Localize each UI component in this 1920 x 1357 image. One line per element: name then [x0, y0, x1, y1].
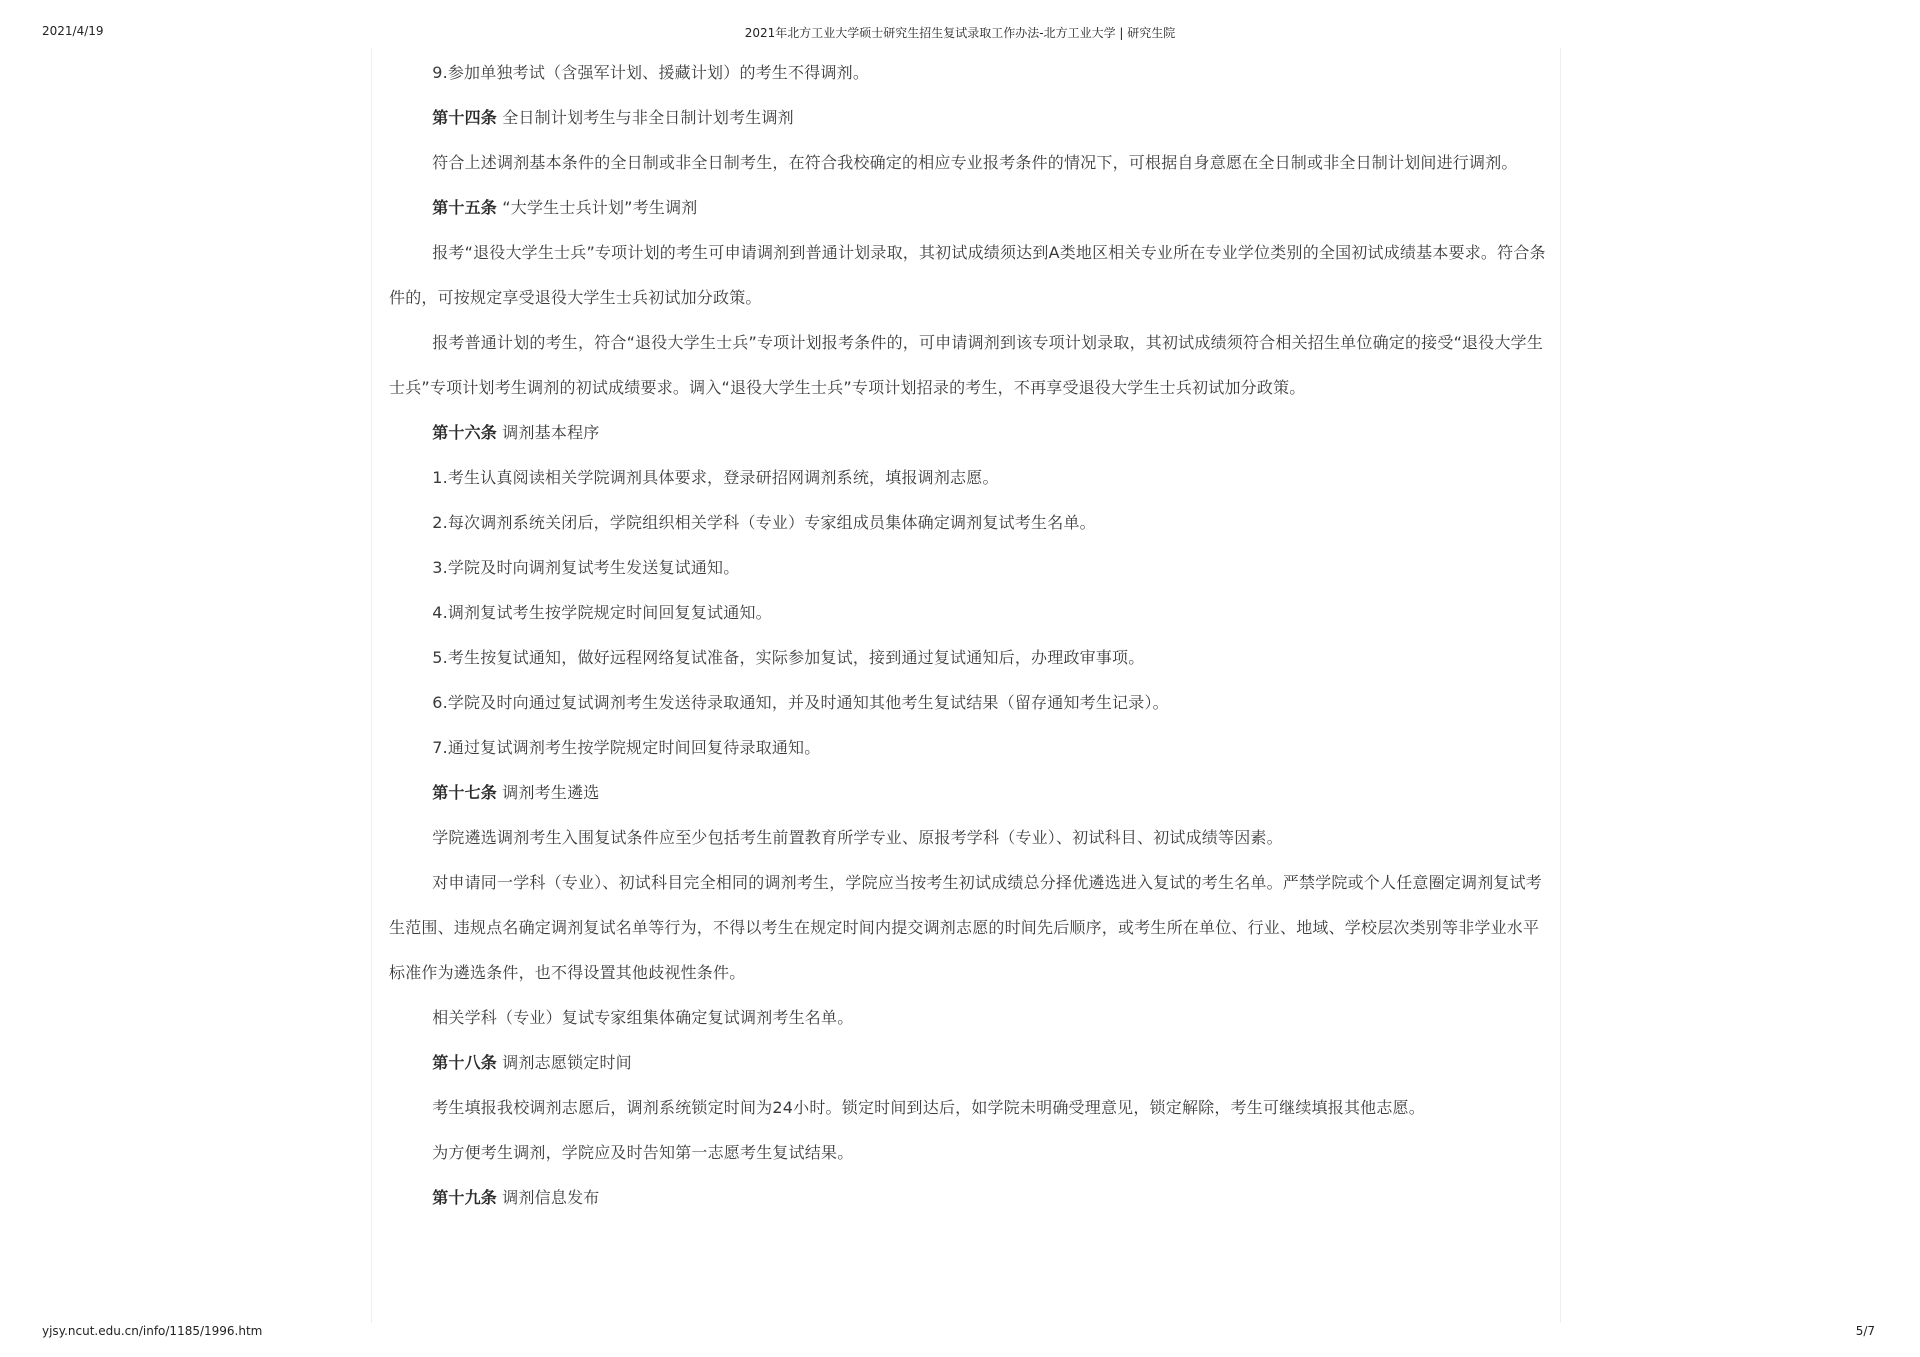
article-title: “大学生士兵计划”考生调剂 [497, 198, 698, 217]
list-item: 6.学院及时向通过复试调剂考生发送待录取通知，并及时通知其他考生复试结果（留存通知考生记录）。 [432, 693, 1169, 712]
list-item: 5.考生按复试通知，做好远程网络复试准备，实际参加复试，接到通过复试通知后，办理政审事项。 [432, 648, 1145, 667]
article-number: 第十九条 [432, 1188, 497, 1207]
paragraph: 考生填报我校调剂志愿后，调剂系统锁定时间为24小时。锁定时间到达后，如学院未明确受理意见，锁定解除，考生可继续填报其他志愿。 [432, 1098, 1425, 1117]
list-item: 2.每次调剂系统关闭后，学院组织相关学科（专业）专家组成员集体确定调剂复试考生名单。 [432, 513, 1096, 532]
print-footer-url: yjsy.ncut.edu.cn/info/1185/1996.htm [42, 1324, 263, 1338]
article-heading [389, 770, 1549, 815]
article-heading [389, 1040, 1549, 1085]
list-item: 4.调剂复试考生按学院规定时间回复复试通知。 [432, 603, 772, 622]
article-title: 调剂信息发布 [497, 1188, 600, 1207]
paragraph: 学院遴选调剂考生入围复试条件应至少包括考生前置教育所学专业、原报考学科（专业）、初试科目、初试成绩等因素。 [432, 828, 1283, 847]
paragraph: 为方便考生调剂，学院应及时告知第一志愿考生复试结果。 [432, 1143, 854, 1162]
article-title: 调剂志愿锁定时间 [497, 1053, 632, 1072]
article-heading [389, 95, 1549, 140]
paragraph: 对申请同一学科（专业）、初试科目完全相同的调剂考生，学院应当按考生初试成绩总分择优遴选进入复试的考生名单。严禁学院或个人任意圈定调剂复试考生范围、违规点名确定调剂复试名单等行为，不得以考生在规定时间内提交调剂志愿的时间先后顺序，或考生所在单位、行业、地域、学校层次类别等非学业水平标准作为遴选条件，也不得设置其他歧视性条件。 [389, 873, 1542, 982]
article-title: 全日制计划考生与非全日制计划考生调剂 [497, 108, 794, 127]
paragraph: 符合上述调剂基本条件的全日制或非全日制考生，在符合我校确定的相应专业报考条件的情况下，可根据自身意愿在全日制或非全日制计划间进行调剂。 [432, 153, 1518, 172]
article-body [389, 50, 1549, 1220]
paragraph: 报考“退役大学生士兵”专项计划的考生可申请调剂到普通计划录取，其初试成绩须达到A类地区相关专业所在专业学位类别的全国初试成绩基本要求。符合条件的，可按规定享受退役大学生士兵初试加分政策。 [389, 243, 1546, 307]
article-number: 第十八条 [432, 1053, 497, 1072]
article-number: 第十六条 [432, 423, 497, 442]
paragraph: 相关学科（专业）复试专家组集体确定复试调剂考生名单。 [432, 1008, 854, 1027]
page-number: 5/7 [1855, 1324, 1875, 1338]
print-header-date: 2021/4/19 [42, 24, 104, 38]
article-number: 第十四条 [432, 108, 497, 127]
list-item: 9.参加单独考试（含强军计划、援藏计划）的考生不得调剂。 [432, 63, 870, 82]
list-item: 7.通过复试调剂考生按学院规定时间回复待录取通知。 [432, 738, 821, 757]
article-title: 调剂基本程序 [497, 423, 600, 442]
article-number: 第十五条 [432, 198, 497, 217]
print-header-title: 2021年北方工业大学硕士研究生招生复试录取工作办法-北方工业大学 | 研究生院 [744, 26, 1176, 40]
article-heading [389, 185, 1549, 230]
article-title: 调剂考生遴选 [497, 783, 600, 802]
article-heading [389, 410, 1549, 455]
article-number: 第十七条 [432, 783, 497, 802]
list-item: 3.学院及时向调剂复试考生发送复试通知。 [432, 558, 740, 577]
list-item: 1.考生认真阅读相关学院调剂具体要求，登录研招网调剂系统，填报调剂志愿。 [432, 468, 999, 487]
article-heading [389, 1175, 1549, 1220]
paragraph: 报考普通计划的考生，符合“退役大学生士兵”专项计划报考条件的，可申请调剂到该专项计划录取，其初试成绩须符合相关招生单位确定的接受“退役大学生士兵”专项计划考生调剂的初试成绩要求。调入“退役大学生士兵”专项计划招录的考生，不再享受退役大学生士兵初试加分政策。 [389, 333, 1544, 397]
